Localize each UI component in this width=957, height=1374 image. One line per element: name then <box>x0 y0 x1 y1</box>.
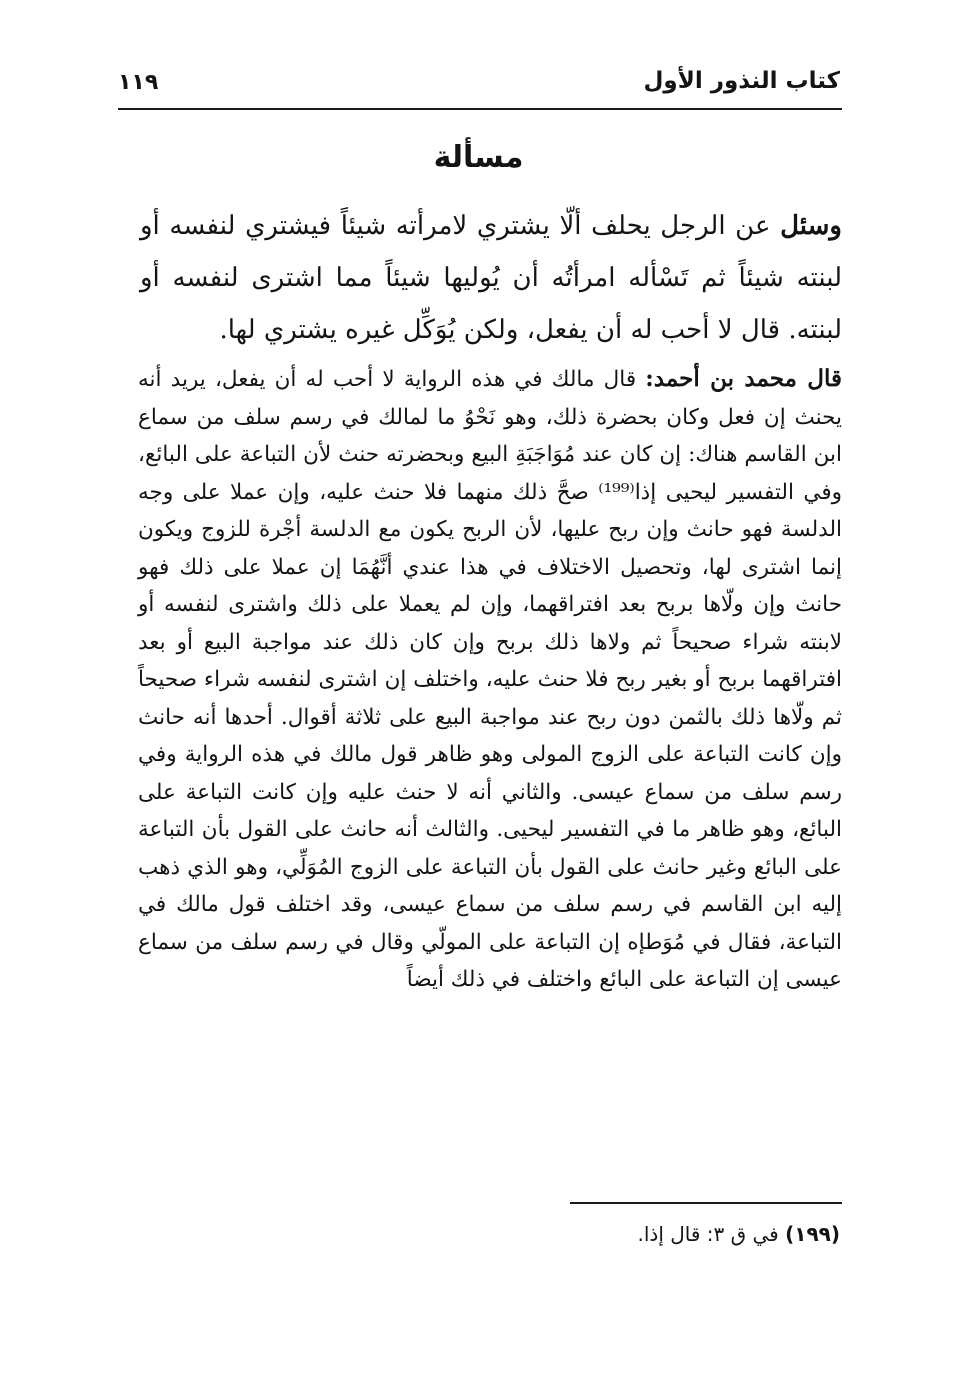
question-text: عن الرجل يحلف ألّا يشتري لامرأته شيئاً فيشتري لنفسه أو لبنته شيئاً ثم تَسْأله امرأتُه أن يُوليها شيئاً مما اشترى لنفسه أو لبنته. قال لا أحب له أن يفعل، ولكن يُوَكِّل غيره يشتري لها. <box>140 211 842 345</box>
commentary-lead: قال محمد بن أحمد: <box>645 365 842 392</box>
footnote-number: (١٩٩) <box>785 1222 840 1246</box>
commentary-paragraph <box>138 360 842 999</box>
question-paragraph <box>140 200 842 356</box>
section-title: مسألة <box>433 140 524 175</box>
page-number: ١١٩ <box>118 70 159 95</box>
footnote <box>118 1222 840 1246</box>
footnote-divider <box>570 1202 842 1204</box>
commentary-text: قال مالك في هذه الرواية لا أحب له أن يفعل، يريد أنه يحنث إن فعل وكان بحضرة ذلك، وهو نَحْوُ ما لمالك في رسم سلف من سماع ابن القاسم هناك: إن كان عند مُوَاجَبَةِ البيع وبحضرته حنث لأن التباعة على البائع، وفي التفسير ليحيى إذا⁽¹⁹⁹⁾ صحَّ ذلك منهما فلا حنث عليه، وإن عملا على وجه الدلسة فهو حانث وإن ربح عليها، لأن الربح يكون مع الدلسة أجْرة للزوج ويكون إنما اشترى لها، وتحصيل الاختلاف في هذا عندي أنَّهُمَا إن عملا على ذلك فهو حانث وإن ولّاها بربح بعد افتراقهما، وإن لم يعملا على ذلك واشترى لنفسه أو لابنته شراء صحيحاً ثم ولاها ذلك بربح وإن كان ذلك عند مواجبة البيع أو بعد افتراقهما بربح أو بغير ربح فلا حنث عليه، واختلف إن اشترى لنفسه شراء صحيحاً ثم ولّاها ذلك بالثمن دون ربح عند مواجبة البيع على ثلاثة أقوال. أحدها أنه حانث وإن كانت التباعة على الزوج المولى وهو ظاهر قول مالك في هذه الرواية وفي رسم سلف من سماع عيسى. والثاني أنه لا حنث عليه وإن كانت التباعة على البائع، وهو ظاهر ما في التفسير ليحيى. والثالث أنه حانث على القول بأن التباعة على البائع وغير حانث على القول بأن التباعة على الزوج المُوَلِّي، وهو الذي ذهب إليه ابن القاسم في رسم سلف من سماع عيسى، وقد اختلف قول مالك في التباعة، فقال في مُوَطإه إن التباعة على المولّي وقال في رسم سلف من سماع عيسى إن التباعة على البائع واختلف في ذلك أيضاً <box>138 367 842 992</box>
header-title: كتاب النذور الأول <box>643 68 840 94</box>
running-header <box>118 62 840 106</box>
header-divider <box>118 108 842 110</box>
footnote-text: في ق ٣: قال إذا. <box>637 1222 786 1246</box>
question-lead: وسئل <box>780 211 842 241</box>
